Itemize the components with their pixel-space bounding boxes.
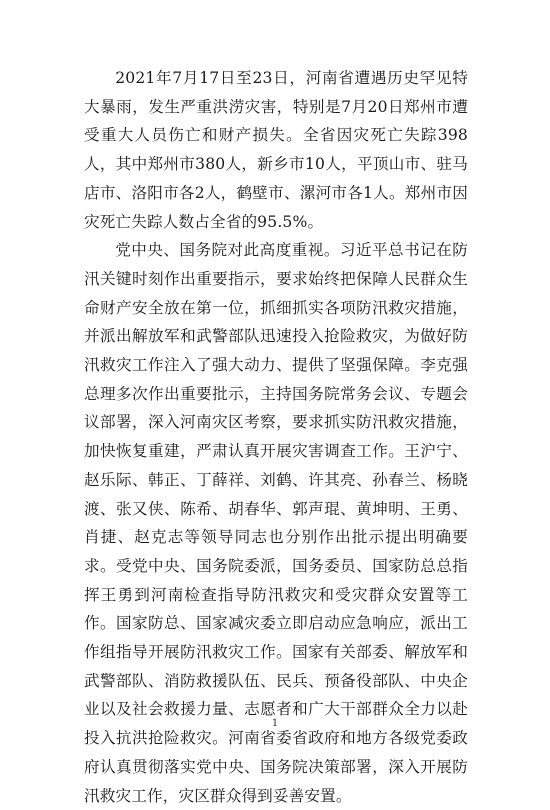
document-body — [84, 64, 468, 810]
paragraph-2: 党中央、国务院对此高度重视。习近平总书记在防汛关键时刻作出重要指示，要求始终把保障人民群众生命财产安全放在第一位，抓细抓实各项防汛救灾措施，并派出解放军和武警部队迅速投入抢险救灾，为做好防汛救灾工作注入了强大动力、提供了坚强保障。李克强总理多次作出重要批示，主持国务院常务会议、专题会议部署，深入河南灾区考察，要求抓实防汛救灾措施，加快恢复重建，严肃认真开展灾害调查工作。王沪宁、赵乐际、韩正、丁薛祥、刘鹤、许其亮、孙春兰、杨晓渡、张又侠、陈希、胡春华、郭声琨、黄坤明、王勇、肖捷、赵克志等领导同志也分别作出批示提出明确要求。受党中央、国务院委派，国务委员、国家防总总指挥王勇到河南检查指导防汛救灾和受灾群众安置等工作。国家防总、国家减灾委立即启动应急响应，派出工作组指导开展防汛救灾工作。国家有关部委、解放军和武警部队、消防救援队伍、民兵、预备役部队、中央企业以及社会救援力量、志愿者和广大干部群众全力以赴投入抗洪抢险救灾。河南省委省政府和地方各级党委政府认真贯彻落实党中央、国务院决策部署，深入开展防汛救灾工作，灾区群众得到妥善安置。 — [84, 241, 468, 805]
page-number: 1 — [271, 718, 279, 729]
paragraph-1: 2021年7月17日至23日，河南省遭遇历史罕见特大暴雨，发生严重洪涝灾害，特别是7月20日郑州市遭受重大人员伤亡和财产损失。全省因灾死亡失踪398人，其中郑州市380人，新乡市10人，平顶山市、驻马店市、洛阳市各2人，鹤壁市、漯河市各1人。郑州市因灾死亡失踪人数占全省的95.5%。 — [84, 69, 468, 231]
